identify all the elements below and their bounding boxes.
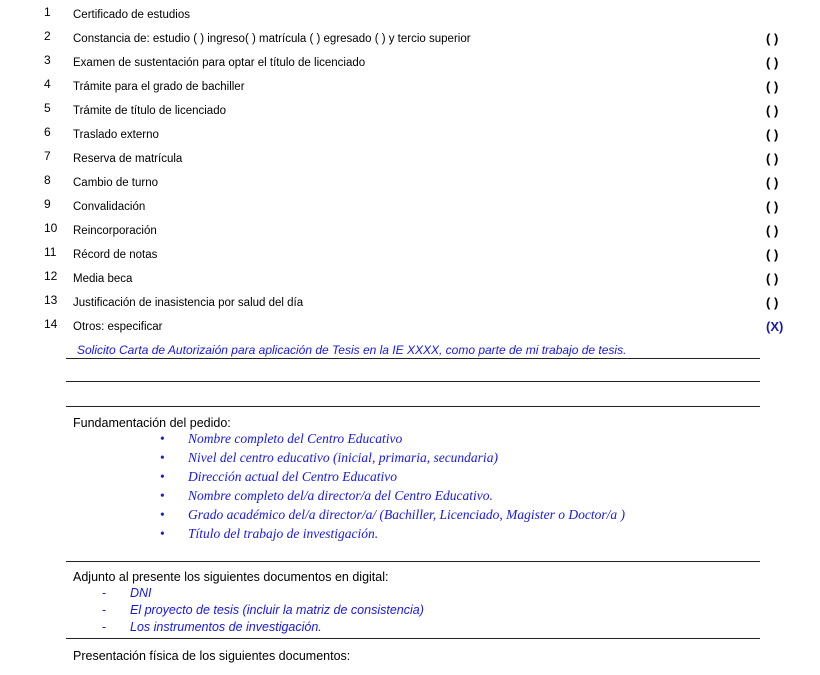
foundation-bullet-list bbox=[160, 431, 625, 545]
item-label: Media beca bbox=[73, 273, 133, 285]
item-number: 8 bbox=[44, 173, 51, 187]
item-number: 7 bbox=[44, 149, 51, 163]
item-number: 10 bbox=[44, 221, 58, 235]
item-number: 11 bbox=[44, 245, 57, 259]
item-number: 2 bbox=[44, 29, 51, 43]
request-item-row bbox=[0, 149, 820, 171]
item-number: 1 bbox=[44, 5, 51, 19]
attachment-item: - DNI bbox=[100, 586, 424, 603]
item-label: Justificación de inasistencia por salud del día bbox=[73, 297, 304, 309]
foundation-bullet: • Nombre completo del/a director/a del Centro Educativo. bbox=[160, 488, 625, 507]
item-checkbox[interactable]: ( ) bbox=[766, 175, 779, 190]
item-number: 12 bbox=[44, 269, 58, 283]
item-checkbox[interactable]: ( ) bbox=[766, 31, 779, 46]
item-label: Cambio de turno bbox=[73, 177, 159, 189]
item-label: Constancia de: estudio ( ) ingreso( ) matrícula ( ) egresado ( ) y tercio superior bbox=[73, 33, 471, 45]
item-number: 13 bbox=[44, 293, 58, 307]
blank-line bbox=[66, 381, 760, 382]
item-checkbox[interactable]: ( ) bbox=[766, 151, 779, 166]
physical-heading: Presentación física de los siguientes documentos: bbox=[73, 649, 351, 663]
request-item-row bbox=[0, 221, 820, 243]
foundation-bullet: • Nivel del centro educativo (inicial, primaria, secundaria) bbox=[160, 450, 625, 469]
request-item-row bbox=[0, 293, 820, 315]
attachments-list bbox=[100, 586, 424, 637]
attachment-item: - Los instrumentos de investigación. bbox=[100, 620, 424, 637]
item-checkbox[interactable]: ( ) bbox=[766, 79, 779, 94]
attachments-heading: Adjunto al presente los siguientes documentos en digital: bbox=[73, 570, 389, 584]
request-item-row bbox=[0, 197, 820, 219]
divider-line bbox=[66, 638, 760, 639]
foundation-bullet: • Nombre completo del Centro Educativo bbox=[160, 431, 625, 450]
item-label: Récord de notas bbox=[73, 249, 158, 261]
item-number: 5 bbox=[44, 101, 51, 115]
foundation-bullet: • Grado académico del/a director/a/ (Bachiller, Licenciado, Magister o Doctor/a ) bbox=[160, 507, 625, 526]
item-number: 3 bbox=[44, 53, 51, 67]
request-item-row bbox=[0, 173, 820, 195]
request-item-row bbox=[0, 245, 820, 267]
item-label: Examen de sustentación para optar el título de licenciado bbox=[73, 57, 366, 69]
other-spec-text: Solicito Carta de Autorizaión para aplicación de Tesis en la IE XXXX, como parte de mi trabajo de tesis. bbox=[77, 343, 627, 357]
foundation-bullet: • Título del trabajo de investigación. bbox=[160, 526, 625, 545]
blank-line bbox=[66, 406, 760, 407]
item-checkbox[interactable]: ( ) bbox=[766, 55, 779, 70]
item-label: Convalidación bbox=[73, 201, 146, 213]
item-label: Trámite de título de licenciado bbox=[73, 105, 226, 117]
item-checkbox[interactable]: ( ) bbox=[766, 127, 779, 142]
divider-line bbox=[66, 358, 760, 359]
item-number: 14 bbox=[44, 317, 58, 331]
request-item-row bbox=[0, 5, 820, 27]
item-checkbox[interactable]: ( ) bbox=[766, 199, 779, 214]
foundation-bullet: • Dirección actual del Centro Educativo bbox=[160, 469, 625, 488]
attachment-item: - El proyecto de tesis (incluir la matriz de consistencia) bbox=[100, 603, 424, 620]
request-item-row bbox=[0, 29, 820, 51]
item-number: 6 bbox=[44, 125, 51, 139]
item-label: Otros: especificar bbox=[73, 321, 163, 333]
request-item-row bbox=[0, 53, 820, 75]
request-item-row bbox=[0, 125, 820, 147]
item-checkbox[interactable]: ( ) bbox=[766, 295, 779, 310]
item-checkbox[interactable]: ( ) bbox=[766, 271, 779, 286]
item-label: Reserva de matrícula bbox=[73, 153, 183, 165]
foundation-heading: Fundamentación del pedido: bbox=[73, 416, 231, 430]
divider-line bbox=[66, 561, 760, 562]
item-number: 4 bbox=[44, 77, 51, 91]
item-checkbox[interactable]: ( ) bbox=[766, 247, 779, 262]
item-label: Certificado de estudios bbox=[73, 9, 190, 21]
request-item-row bbox=[0, 269, 820, 291]
item-label: Reincorporación bbox=[73, 225, 157, 237]
item-checkbox[interactable]: (X) bbox=[766, 319, 784, 334]
request-item-row bbox=[0, 101, 820, 123]
item-number: 9 bbox=[44, 197, 51, 211]
request-item-row bbox=[0, 317, 820, 339]
item-label: Traslado externo bbox=[73, 129, 159, 141]
item-checkbox[interactable]: ( ) bbox=[766, 103, 779, 118]
item-label: Trámite para el grado de bachiller bbox=[73, 81, 245, 93]
item-checkbox[interactable]: ( ) bbox=[766, 223, 779, 238]
request-item-row bbox=[0, 77, 820, 99]
